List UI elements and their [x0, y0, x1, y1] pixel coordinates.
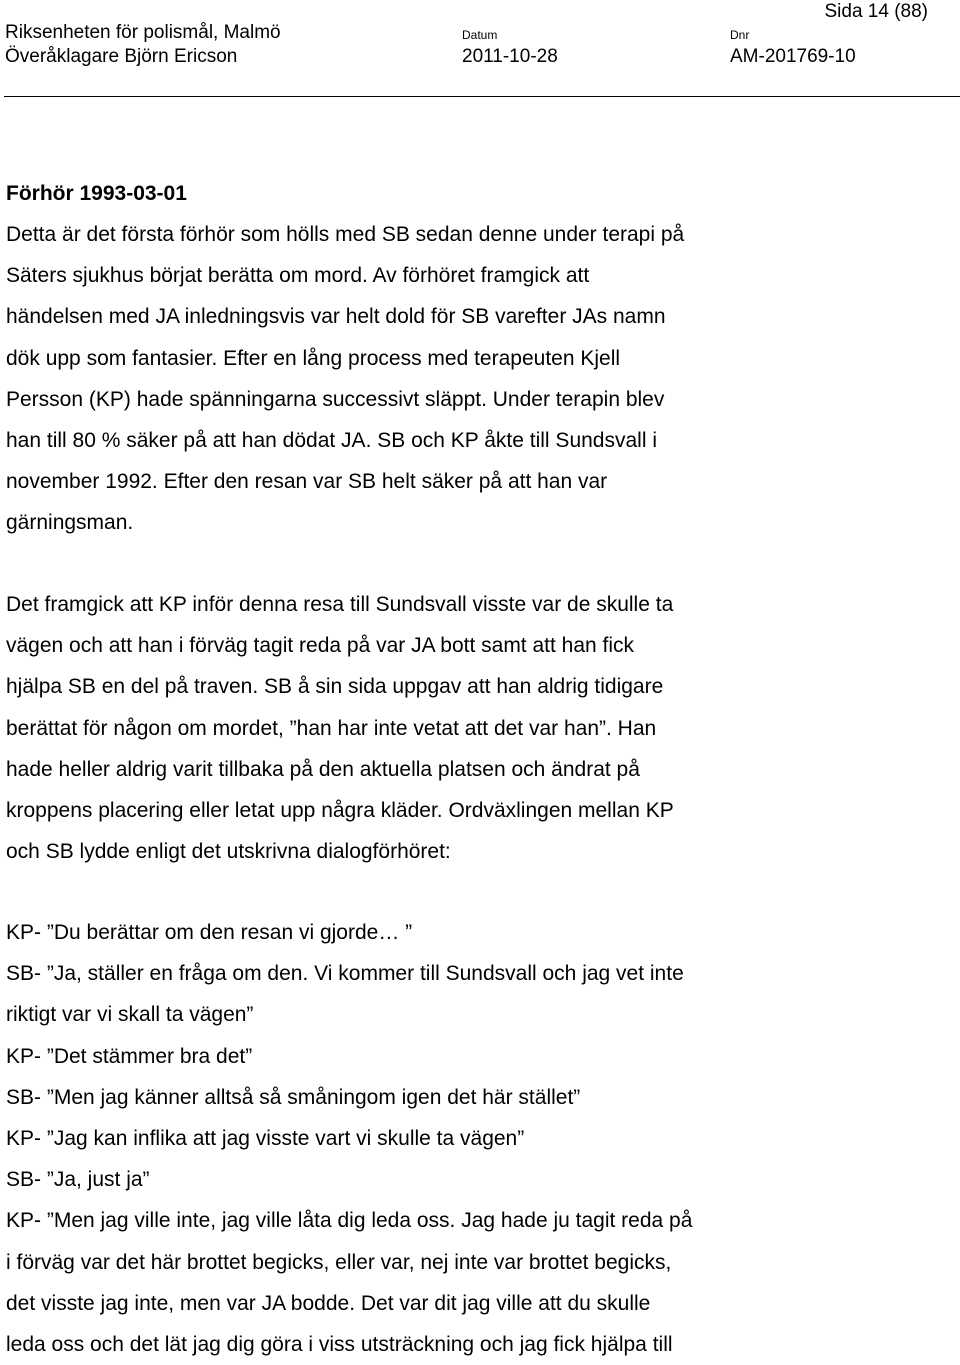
text-line: november 1992. Efter den resan var SB helt säker på att han var — [6, 470, 608, 494]
dialogue-line: leda oss och det lät jag dig göra i viss utsträckning och jag fick hjälpa till — [6, 1332, 673, 1356]
text-line: händelsen med JA inledningsvis var helt dold för SB varefter JAs namn — [6, 305, 666, 329]
page-indicator: Sida 14 (88) — [824, 1, 928, 22]
text-line: gärningsman. — [6, 511, 134, 535]
text-line: vägen och att han i förväg tagit reda på var JA bott samt att han fick — [6, 634, 635, 658]
dialogue-line: KP- ”Jag kan inflika att jag visste vart vi skulle ta vägen” — [6, 1126, 525, 1150]
dialogue-line: SB- ”Ja, ställer en fråga om den. Vi kommer till Sundsvall och jag vet inte — [6, 962, 684, 986]
dialogue-line: KP- ”Det stämmer bra det” — [6, 1044, 253, 1068]
dialogue-line: SB- ”Ja, just ja” — [6, 1168, 150, 1192]
text-line: berättat för någon om mordet, ”han har inte vetat att det var han”. Han — [6, 716, 657, 740]
dialogue-line: KP- ”Men jag ville inte, jag ville låta dig leda oss. Jag hade ju tagit reda på — [6, 1209, 693, 1233]
paragraph-2 — [6, 584, 674, 872]
text-line: kroppens placering eller letat upp några kläder. Ordväxlingen mellan KP — [6, 798, 674, 822]
date-label: Datum — [462, 28, 498, 42]
dialogue-transcript — [6, 912, 692, 1365]
dialogue-line: SB- ”Men jag känner alltså så småningom igen det här stället” — [6, 1085, 581, 1109]
date-value: 2011-10-28 — [462, 46, 558, 67]
text-line: Det framgick att KP inför denna resa till Sundsvall visste var de skulle ta — [6, 593, 674, 616]
organization-name: Riksenheten för polismål, Malmö — [5, 22, 281, 43]
prosecutor-name: Överåklagare Björn Ericson — [5, 46, 238, 67]
text-line: och SB lydde enligt det utskrivna dialogförhöret: — [6, 840, 451, 864]
text-line: Detta är det första förhör som hölls med SB sedan denne under terapi på — [6, 223, 685, 246]
dialogue-line: det visste jag inte, men var JA bodde. Det var dit jag ville att du skulle — [6, 1291, 651, 1315]
paragraph-1 — [6, 214, 684, 544]
text-line: Persson (KP) hade spänningarna successivt släppt. Under terapin blev — [6, 387, 665, 411]
section-title: Förhör 1993-03-01 — [6, 182, 187, 205]
dnr-label: Dnr — [730, 28, 750, 42]
header-divider — [4, 96, 960, 97]
dialogue-line: i förväg var det här brottet begicks, eller var, nej inte var brottet begicks, — [6, 1250, 672, 1274]
text-line: hjälpa SB en del på traven. SB å sin sida uppgav att han aldrig tidigare — [6, 675, 664, 699]
dnr-value: AM-201769-10 — [730, 46, 856, 67]
text-line: dök upp som fantasier. Efter en lång process med terapeuten Kjell — [6, 346, 621, 370]
text-line: han till 80 % säker på att han dödat JA. SB och KP åkte till Sundsvall i — [6, 428, 657, 452]
dialogue-line: KP- ”Du berättar om den resan vi gjorde… ” — [6, 921, 413, 944]
text-line: hade heller aldrig varit tillbaka på den aktuella platsen och ändrat på — [6, 757, 640, 781]
text-line: Säters sjukhus börjat berätta om mord. Av förhöret framgick att — [6, 264, 590, 288]
dialogue-line: riktigt var vi skall ta vägen” — [6, 1003, 254, 1027]
